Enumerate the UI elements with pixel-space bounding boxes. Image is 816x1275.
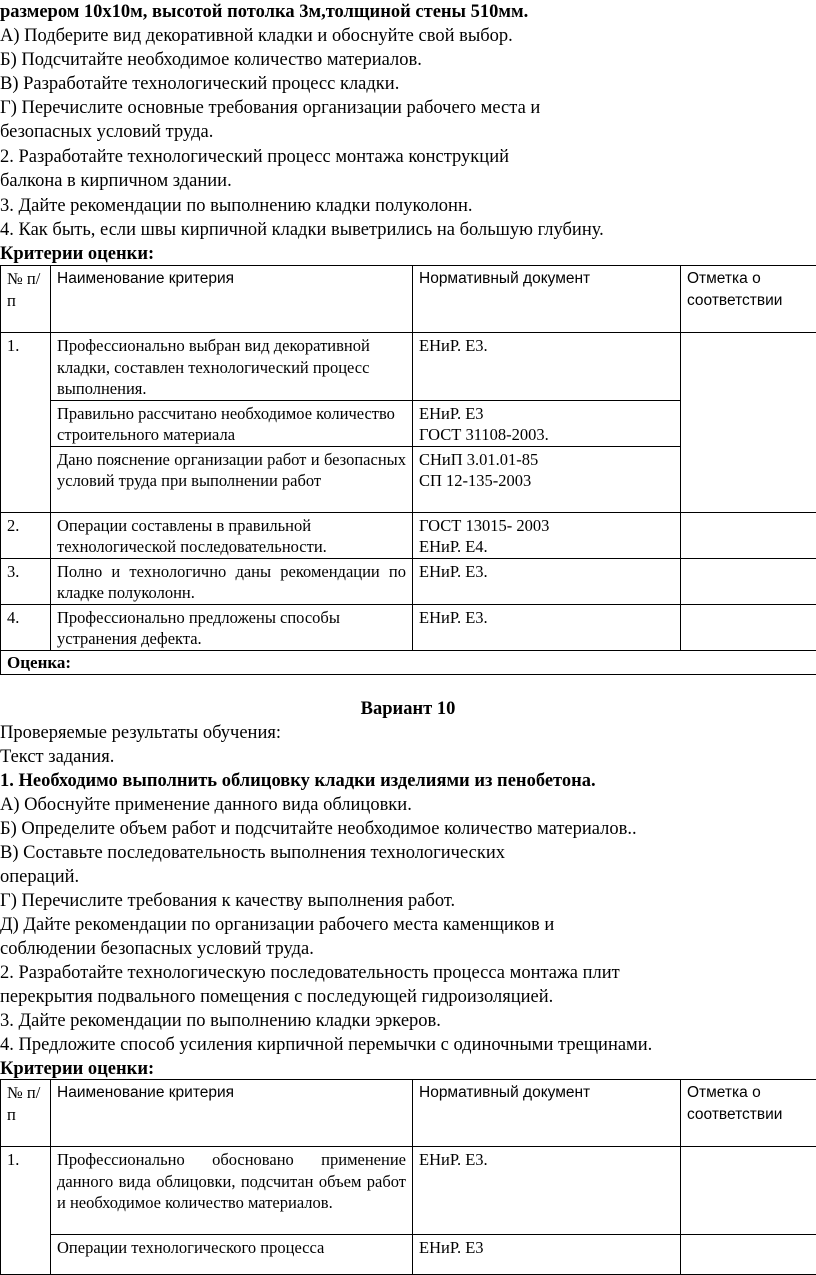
doc-line: ГОСТ 13015- 2003: [419, 515, 674, 537]
task-line: Проверяемые результаты обучения:: [0, 721, 281, 745]
doc-line: ЕНиР. Е4.: [419, 536, 674, 558]
task-line: 3. Дайте рекомендации по выполнению кладки эркеров.: [0, 1009, 441, 1033]
task-line: Г) Перечислите требования к качеству выполнения работ.: [0, 889, 455, 913]
row-name: Профессионально обосновано применение данного вида облицовки, подсчитан объем работ и необходимое количество материалов.: [51, 1147, 413, 1235]
row-mark: [681, 1235, 816, 1275]
task-line: 3. Дайте рекомендации по выполнению кладки полуколонн.: [0, 194, 472, 218]
row-doc: ЕНиР. Е3.: [413, 333, 681, 401]
row-num: 1.: [1, 1147, 51, 1235]
task-line: 2. Разработайте технологическую последовательность процесса монтажа плит: [0, 961, 620, 985]
row-mark: [681, 1147, 816, 1235]
row-doc: ЕНиР. Е3.: [413, 604, 681, 650]
table-row: [1, 1235, 816, 1275]
task-line: безопасных условий труда.: [0, 120, 213, 144]
header-num: № п/п: [1, 266, 51, 333]
row-name: Дано пояснение организации работ и безопасных условий труда при выполнении работ: [51, 446, 413, 512]
row-doc: ЕНиР. Е3.: [413, 558, 681, 604]
row-name: Полно и технологично даны рекомендации по кладке полуколонн.: [51, 558, 413, 604]
header-mark: Отметка о соответствии: [681, 266, 816, 333]
criteria-title: Критерии оценки:: [0, 1057, 154, 1081]
doc-line: ГОСТ 31108-2003.: [419, 424, 674, 446]
row-name: Операции составлены в правильной технологической последовательности.: [51, 512, 413, 558]
row-name: Профессионально выбран вид декоративной кладки, составлен технологический процесс выполнения.: [51, 333, 413, 401]
variant-title: Вариант 10: [0, 697, 816, 721]
task-line: Г) Перечислите основные требования организации рабочего места и: [0, 96, 540, 120]
header-name: Наименование критерия: [51, 1080, 413, 1147]
table-row: [1, 333, 816, 401]
task-heading: 1. Необходимо выполнить облицовку кладки изделиями из пенобетона.: [0, 769, 596, 793]
task-line: балкона в кирпичном здании.: [0, 169, 232, 193]
row-mark: [681, 512, 816, 558]
doc-line: ЕНиР. Е3: [419, 403, 674, 425]
task-line: В) Составьте последовательность выполнения технологических: [0, 841, 505, 865]
grade-label: Оценка:: [1, 650, 816, 675]
row-doc: [413, 400, 681, 446]
task-line: Б) Определите объем работ и подсчитайте необходимое количество материалов..: [0, 817, 637, 841]
criteria-table-2: [0, 1079, 816, 1275]
task-line: Б) Подсчитайте необходимое количество материалов.: [0, 48, 422, 72]
task-line: 2. Разработайте технологический процесс монтажа конструкций: [0, 145, 509, 169]
table-row: [1, 512, 816, 558]
row-num: [1, 446, 51, 512]
table-row: [1, 1147, 816, 1235]
task-line: Текст задания.: [0, 745, 114, 769]
task-line: размером 10х10м, высотой потолка 3м,толщиной стены 510мм.: [0, 0, 528, 24]
row-num: 3.: [1, 558, 51, 604]
row-name: Правильно рассчитано необходимое количество строительного материала: [51, 400, 413, 446]
task-line: операций.: [0, 865, 79, 889]
criteria-title: Критерии оценки:: [0, 242, 154, 266]
header-doc: Нормативный документ: [413, 266, 681, 333]
task-line: соблюдении безопасных условий труда.: [0, 937, 314, 961]
row-num: [1, 1235, 51, 1275]
row-doc: [413, 512, 681, 558]
row-name: Профессионально предложены способы устранения дефекта.: [51, 604, 413, 650]
row-num: [1, 400, 51, 446]
row-num: 2.: [1, 512, 51, 558]
header-name: Наименование критерия: [51, 266, 413, 333]
task-line: перекрытия подвального помещения с последующей гидроизоляцией.: [0, 985, 553, 1009]
criteria-table-1: [0, 265, 816, 675]
header-num: № п/п: [1, 1080, 51, 1147]
doc-line: СП 12-135-2003: [419, 470, 674, 492]
task-line: А) Обоснуйте применение данного вида облицовки.: [0, 793, 412, 817]
row-doc: ЕНиР. Е3: [413, 1235, 681, 1275]
task-line: 4. Предложите способ усиления кирпичной перемычки с одиночными трещинами.: [0, 1033, 652, 1057]
row-doc: [413, 446, 681, 512]
row-mark: [681, 333, 816, 513]
row-mark: [681, 604, 816, 650]
row-mark: [681, 558, 816, 604]
task-line: Д) Дайте рекомендации по организации рабочего места каменщиков и: [0, 913, 554, 937]
task-line: В) Разработайте технологический процесс кладки.: [0, 72, 399, 96]
row-num: 4.: [1, 604, 51, 650]
table-header-row: [1, 266, 816, 333]
table-footer-row: [1, 650, 816, 675]
task-line: 4. Как быть, если швы кирпичной кладки выветрились на большую глубину.: [0, 218, 604, 242]
row-name: Операции технологического процесса: [51, 1235, 413, 1275]
table-header-row: [1, 1080, 816, 1147]
task-line: А) Подберите вид декоративной кладки и обоснуйте свой выбор.: [0, 24, 513, 48]
header-mark: Отметка о соответствии: [681, 1080, 816, 1147]
table-row: [1, 558, 816, 604]
row-num: 1.: [1, 333, 51, 401]
row-doc: ЕНиР. Е3.: [413, 1147, 681, 1235]
doc-line: СНиП 3.01.01-85: [419, 449, 674, 471]
table-row: [1, 604, 816, 650]
header-doc: Нормативный документ: [413, 1080, 681, 1147]
